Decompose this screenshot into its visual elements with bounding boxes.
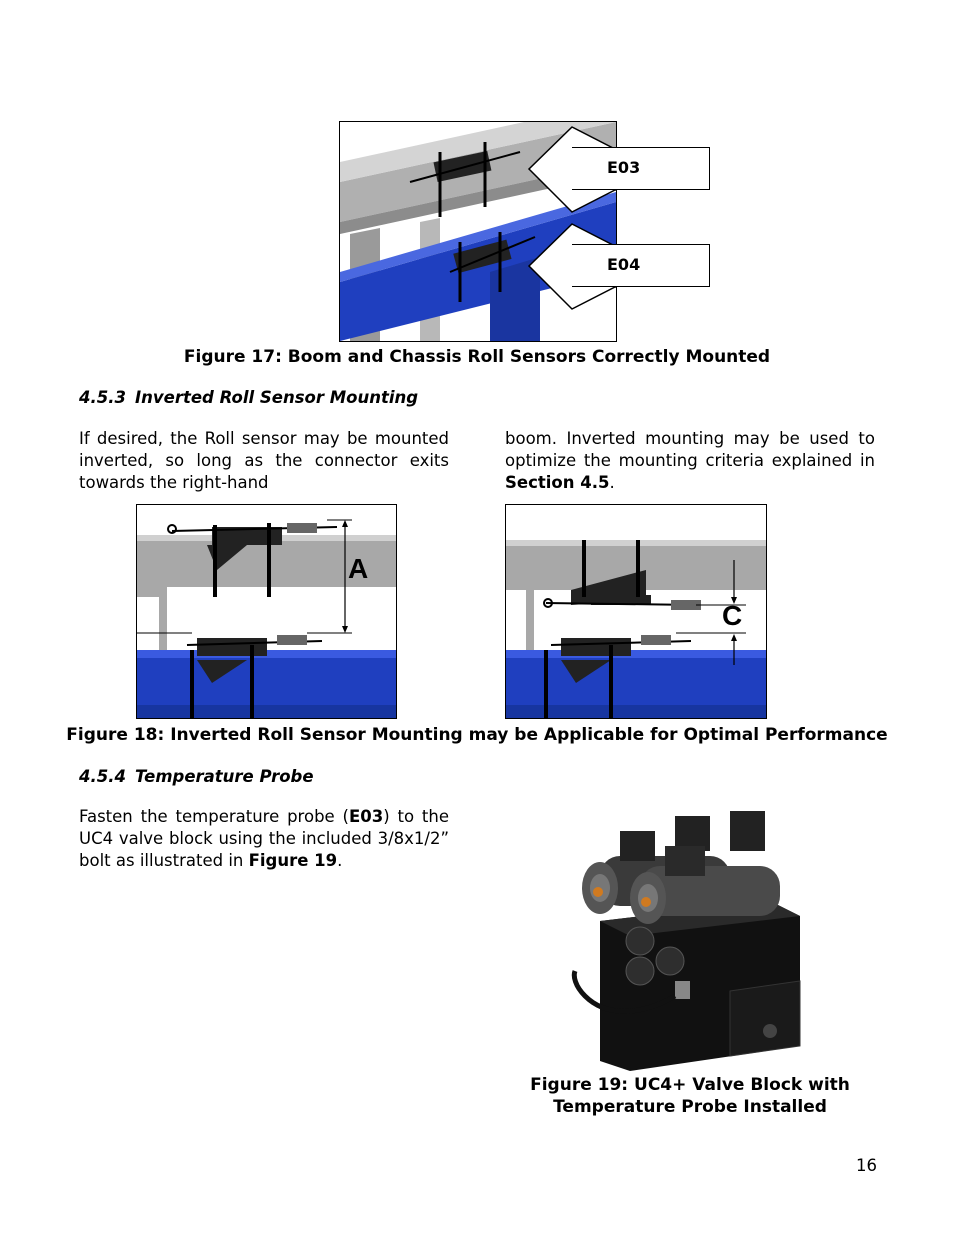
text-part-3: . [337, 851, 343, 870]
figure-19-image [570, 806, 810, 1076]
figure-19-caption-line-2: Temperature Probe Installed [553, 1097, 827, 1117]
right-text-end: . [609, 473, 615, 492]
page-number: 16 [856, 1156, 877, 1175]
section-4-5-3-left-text: If desired, the Roll sensor may be mounted inverted, so long as the connector exits towards the right-hand [79, 429, 449, 492]
label-e03: E03 [607, 158, 641, 177]
right-text-body: boom. Inverted mounting may be used to optimize the mounting criteria explained in [505, 429, 875, 470]
figure-18-caption: Figure 18: Inverted Roll Sensor Mounting may be Applicable for Optimal Performance [66, 725, 888, 745]
section-4-5-3-right-text [505, 428, 875, 494]
section-number: 4.5.4 [79, 767, 126, 786]
text-part-2: ) to the UC4 valve block using the included 3/8x1/2” bolt as illustrated in [79, 807, 449, 870]
figure-17-caption: Figure 17: Boom and Chassis Roll Sensors Correctly Mounted [183, 347, 771, 367]
section-title: Inverted Roll Sensor Mounting [135, 388, 419, 407]
arrow-box-e04 [572, 244, 710, 287]
section-title: Temperature Probe [135, 767, 314, 786]
figure-18-left-image [136, 504, 397, 719]
dimension-label-c: C [722, 600, 743, 631]
section-4-5-3-heading [79, 388, 418, 407]
text-part-1: Fasten the temperature probe ( [79, 807, 349, 826]
figure-19-reference: Figure 19 [248, 851, 338, 870]
section-ref-link: Section 4.5 [505, 473, 610, 492]
arrow-box-e03 [572, 147, 710, 190]
label-e04: E04 [607, 255, 641, 274]
section-4-5-4-text [79, 806, 449, 872]
figure-19-caption-line-1: Figure 19: UC4+ Valve Block with [530, 1075, 850, 1095]
section-number: 4.5.3 [79, 388, 126, 407]
dimension-label-a: A [348, 553, 369, 584]
section-4-5-4-heading [79, 767, 314, 786]
e03-reference: E03 [348, 807, 384, 826]
